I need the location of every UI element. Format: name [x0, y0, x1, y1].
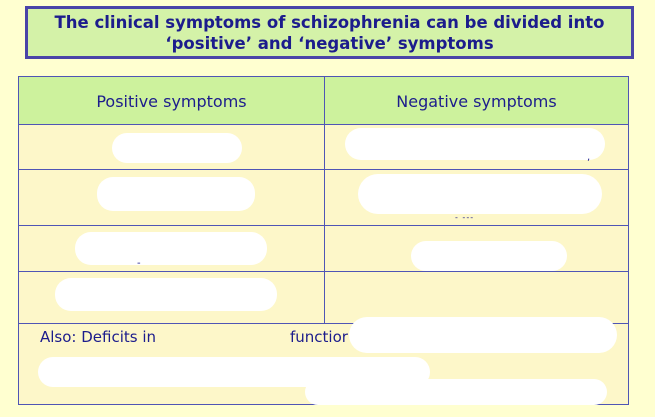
redacted-text — [97, 177, 255, 211]
slide-title — [25, 6, 634, 59]
title-line-2: ‘positive’ and ‘negative’ symptoms — [165, 34, 494, 53]
also-function-text: functior — [290, 328, 348, 346]
row-divider — [19, 271, 628, 272]
redacted-text — [55, 278, 277, 311]
column-divider — [324, 77, 325, 324]
text-remnant: , — [587, 152, 591, 163]
symptoms-table — [18, 76, 629, 405]
title-line-1: The clinical symptoms of schizophrenia can be divided into — [54, 13, 605, 32]
row-divider — [19, 225, 628, 226]
redacted-text — [411, 241, 567, 271]
redacted-text — [358, 174, 602, 214]
header-positive-symptoms: Positive symptoms — [96, 92, 247, 111]
redacted-text — [345, 128, 605, 160]
also-deficits-text: Also: Deficits in — [40, 328, 157, 346]
text-remnant: - — [137, 258, 141, 269]
header-negative-symptoms: Negative symptoms — [396, 92, 557, 111]
redacted-text — [349, 317, 617, 353]
row-divider — [19, 169, 628, 170]
redacted-text — [75, 232, 267, 265]
redacted-text — [305, 379, 607, 405]
redacted-text — [112, 133, 242, 163]
text-remnant: - --- — [455, 213, 475, 222]
